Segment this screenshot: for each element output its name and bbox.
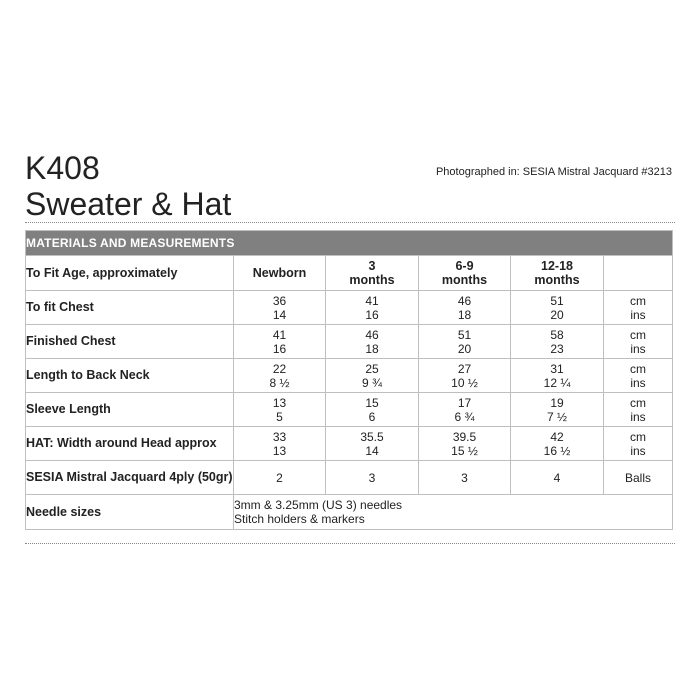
table-row bbox=[26, 461, 673, 495]
cell-value: 15 6 bbox=[326, 393, 419, 427]
cell-value: 4 bbox=[511, 461, 604, 495]
cell-value: 35.5 14 bbox=[326, 427, 419, 461]
cell-value: 46 18 bbox=[419, 291, 511, 325]
dotted-divider-bottom bbox=[25, 543, 675, 544]
cell-unit: Balls bbox=[604, 461, 673, 495]
cell-value: 17 6 ¾ bbox=[419, 393, 511, 427]
size-header-row bbox=[26, 256, 673, 291]
cell-value: 58 23 bbox=[511, 325, 604, 359]
cell-unit: cm ins bbox=[604, 393, 673, 427]
photographed-in-note: Photographed in: SESIA Mistral Jacquard #3213 bbox=[435, 166, 672, 178]
size-col-12-18-months: 12-18 months bbox=[511, 256, 604, 291]
size-col-6-9-months: 6-9 months bbox=[419, 256, 511, 291]
row-label: Sleeve Length bbox=[26, 393, 234, 427]
row-label: Finished Chest bbox=[26, 325, 234, 359]
cell-value: 3 bbox=[419, 461, 511, 495]
row-label: HAT: Width around Head approx bbox=[26, 427, 234, 461]
size-col-newborn: Newborn bbox=[234, 256, 326, 291]
cell-value: 2 bbox=[234, 461, 326, 495]
cell-value: 27 10 ½ bbox=[419, 359, 511, 393]
cell-value: 39.5 15 ½ bbox=[419, 427, 511, 461]
cell-value: 33 13 bbox=[234, 427, 326, 461]
size-col-3-months: 3 months bbox=[326, 256, 419, 291]
table-row bbox=[26, 427, 673, 461]
cell-value: 3 bbox=[326, 461, 419, 495]
table-row bbox=[26, 359, 673, 393]
cell-value: 25 9 ¾ bbox=[326, 359, 419, 393]
pattern-title: Sweater & Hat bbox=[25, 186, 232, 222]
cell-value: 41 16 bbox=[326, 291, 419, 325]
table-row bbox=[26, 325, 673, 359]
cell-unit: cm ins bbox=[604, 359, 673, 393]
table-row bbox=[26, 291, 673, 325]
cell-value: 46 18 bbox=[326, 325, 419, 359]
section-title: MATERIALS AND MEASUREMENTS bbox=[26, 231, 673, 256]
unit-col-header bbox=[604, 256, 673, 291]
needle-row bbox=[26, 495, 673, 530]
cell-unit: cm ins bbox=[604, 325, 673, 359]
size-header-label: To Fit Age, approximately bbox=[26, 256, 234, 291]
materials-measurements-table bbox=[25, 230, 673, 530]
cell-value: 41 16 bbox=[234, 325, 326, 359]
table-row bbox=[26, 393, 673, 427]
needle-details: 3mm & 3.25mm (US 3) needles Stitch holders & markers bbox=[234, 495, 673, 530]
cell-value: 22 8 ½ bbox=[234, 359, 326, 393]
cell-value: 42 16 ½ bbox=[511, 427, 604, 461]
cell-value: 13 5 bbox=[234, 393, 326, 427]
cell-unit: cm ins bbox=[604, 427, 673, 461]
pattern-code: K408 bbox=[25, 150, 100, 186]
needle-label: Needle sizes bbox=[26, 495, 234, 530]
row-label: Length to Back Neck bbox=[26, 359, 234, 393]
cell-value: 51 20 bbox=[511, 291, 604, 325]
cell-value: 31 12 ¼ bbox=[511, 359, 604, 393]
row-label: SESIA Mistral Jacquard 4ply (50gr) bbox=[26, 461, 234, 495]
dotted-divider-top bbox=[25, 222, 675, 223]
cell-value: 19 7 ½ bbox=[511, 393, 604, 427]
cell-unit: cm ins bbox=[604, 291, 673, 325]
cell-value: 51 20 bbox=[419, 325, 511, 359]
row-label: To fit Chest bbox=[26, 291, 234, 325]
cell-value: 36 14 bbox=[234, 291, 326, 325]
